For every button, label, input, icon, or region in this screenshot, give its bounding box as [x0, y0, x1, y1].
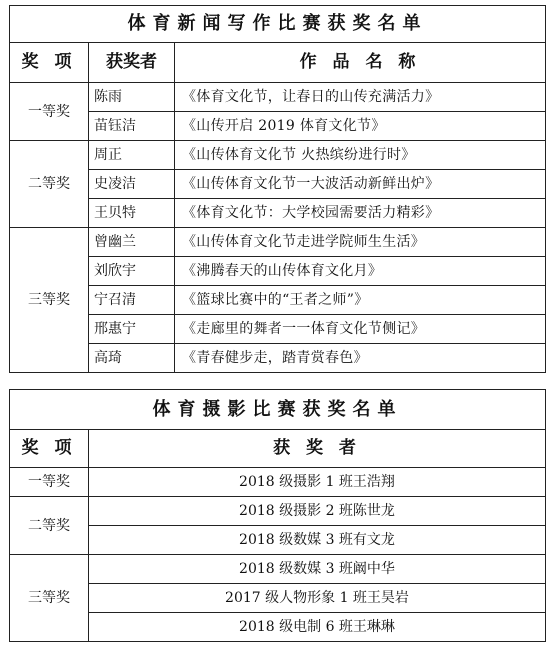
winner-name: 邢惠宁	[89, 315, 175, 344]
winner-name: 周正	[89, 141, 175, 170]
winner-name: 曾幽兰	[89, 228, 175, 257]
work-title: 《篮球比赛中的“王者之师”》	[175, 286, 546, 315]
winner-name: 2018 级摄影 1 班王浩翔	[89, 468, 546, 497]
table-row	[10, 555, 546, 584]
award-level-second: 二等奖	[10, 497, 89, 555]
winner-name: 陈雨	[89, 83, 175, 112]
table-row	[10, 286, 546, 315]
work-title: 《体育文化节：大学校园需要活力精彩》	[175, 199, 546, 228]
table-row	[10, 141, 546, 170]
winner-name: 刘欣宇	[89, 257, 175, 286]
work-title: 《走廊里的舞者一一体育文化节侧记》	[175, 315, 546, 344]
award-level-third: 三等奖	[10, 555, 89, 642]
winner-column-header: 获奖者	[89, 43, 175, 83]
work-title: 《山传开启 2019 体育文化节》	[175, 112, 546, 141]
winner-name: 2017 级人物形象 1 班王昊岩	[89, 584, 546, 613]
winner-name: 2018 级数媒 3 班阚中华	[89, 555, 546, 584]
winner-name: 高琦	[89, 344, 175, 373]
winner-name: 2018 级摄影 2 班陈世龙	[89, 497, 546, 526]
award-level-third: 三等奖	[10, 228, 89, 373]
work-title: 《体育文化节，让春日的山传充满活力》	[175, 83, 546, 112]
work-column-header: 作 品 名 称	[175, 43, 546, 83]
award-level-first: 一等奖	[10, 83, 89, 141]
table-row	[10, 228, 546, 257]
winner-name: 宁召清	[89, 286, 175, 315]
award-level-second: 二等奖	[10, 141, 89, 228]
work-title: 《山传体育文化节一大波活动新鲜出炉》	[175, 170, 546, 199]
table-row	[10, 584, 546, 613]
table-row	[10, 526, 546, 555]
award-level-first: 一等奖	[10, 468, 89, 497]
work-title: 《青春健步走，踏青赏春色》	[175, 344, 546, 373]
writing-award-table	[9, 5, 546, 373]
winner-name: 2018 级数媒 3 班有文龙	[89, 526, 546, 555]
table-row	[10, 170, 546, 199]
writing-table-title: 体育新闻写作比赛获奖名单	[10, 6, 546, 43]
work-title: 《沸腾春天的山传体育文化月》	[175, 257, 546, 286]
table-row	[10, 199, 546, 228]
winner-column-header: 获 奖 者	[89, 430, 546, 468]
table-row	[10, 83, 546, 112]
table-row	[10, 344, 546, 373]
table-row	[10, 497, 546, 526]
award-column-header: 奖 项	[10, 43, 89, 83]
work-title: 《山传体育文化节 火热缤纷进行时》	[175, 141, 546, 170]
award-column-header: 奖 项	[10, 430, 89, 468]
table-row	[10, 468, 546, 497]
winner-name: 苗钰洁	[89, 112, 175, 141]
winner-name: 2018 级电制 6 班王琳琳	[89, 613, 546, 642]
photo-award-table	[9, 389, 546, 642]
winner-name: 史凌洁	[89, 170, 175, 199]
work-title: 《山传体育文化节走进学院师生生活》	[175, 228, 546, 257]
table-row	[10, 112, 546, 141]
table-row	[10, 257, 546, 286]
winner-name: 王贝特	[89, 199, 175, 228]
photo-table-title: 体育摄影比赛获奖名单	[10, 390, 546, 430]
table-row	[10, 315, 546, 344]
table-row	[10, 613, 546, 642]
